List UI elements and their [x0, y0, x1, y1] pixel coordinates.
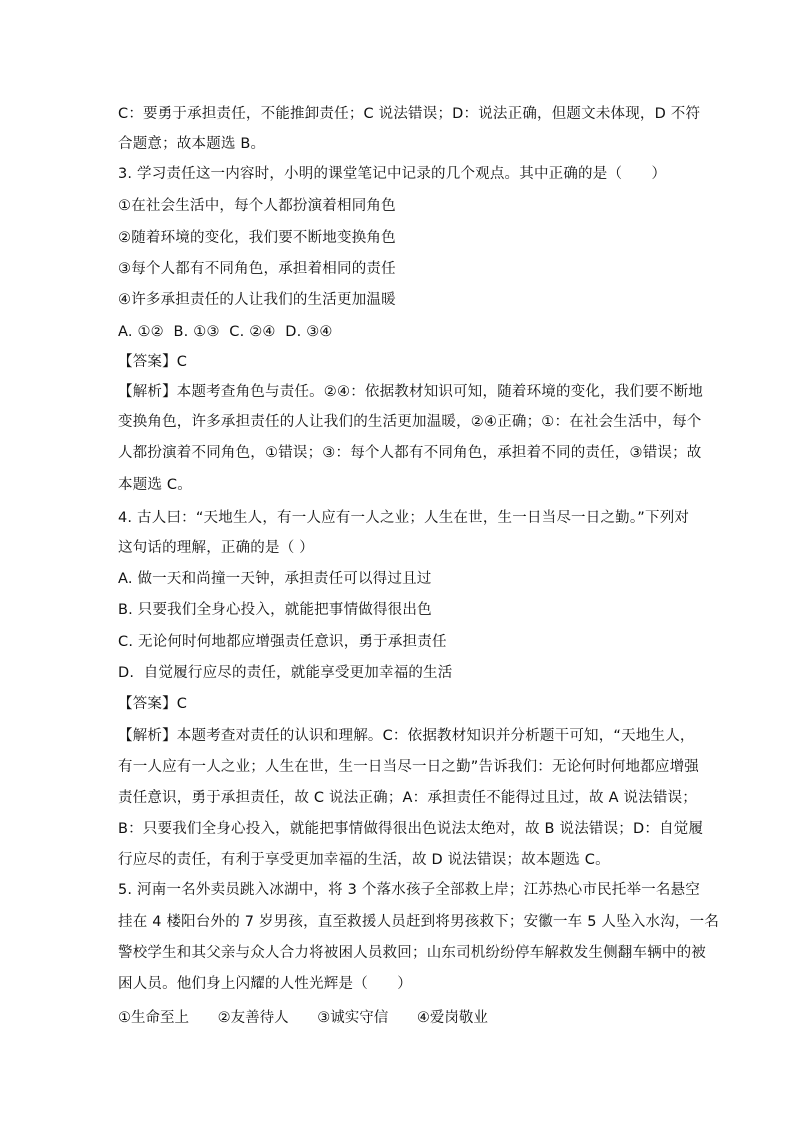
- question-5-option: ③诚实守信: [317, 1010, 389, 1026]
- question-4-stem: 4. 古人曰：“天地生人，有一人应有一人之业；人生在世，生一日当尽一日之勤。”下列对: [118, 510, 690, 526]
- analysis-text: 行应尽的责任，有利于享受更加幸福的生活，故 D 说法错误；故本题选 C。: [118, 852, 610, 868]
- question-3-statement: ②随着环境的变化，我们要不断地变换角色: [118, 230, 396, 246]
- text-line: C：要勇于承担责任，不能推卸责任；C 说法错误；D：说法正确，但题文未体现，D 不符: [118, 106, 701, 122]
- text-line: 合题意；故本题选 B。: [118, 136, 266, 152]
- question-4-stem: 这句话的理解，正确的是（ ）: [118, 540, 314, 556]
- analysis-text: 变换角色，许多承担责任的人让我们的生活更加温暖，②④正确；①：在社会生活中，每个: [118, 414, 702, 430]
- analysis-text: 有一人应有一人之业；人生在世，生一日当尽一日之勤”告诉我们：无论何时何地都应增强: [118, 759, 700, 775]
- question-5-stem: 困人员。他们身上闪耀的人性光辉是（ ）: [118, 976, 412, 992]
- analysis-text: 本题选 C。: [118, 477, 192, 493]
- question-3-statement: ④许多承担责任的人让我们的生活更加温暖: [118, 292, 396, 308]
- analysis-text: 人都扮演着不同角色，①错误；③：每个人都有不同角色，承担着不同的责任，③错误；故: [118, 445, 702, 461]
- question-3-options: A. ①② B. ①③ C. ②④ D. ③④: [118, 324, 333, 340]
- question-4-option-c: C. 无论何时何地都应增强责任意识，勇于承担责任: [118, 634, 447, 650]
- answer-label: 【答案】C: [118, 354, 188, 370]
- analysis-text: B：只要我们全身心投入，就能把事情做得很出色说法太绝对，故 B 说法错误；D：自觉履: [118, 821, 704, 837]
- question-4-option-b: B. 只要我们全身心投入，就能把事情做得很出色: [118, 602, 432, 618]
- question-5-option: ②友善待人: [217, 1010, 289, 1026]
- analysis-text: 【解析】本题考查角色与责任。②④：依据教材知识可知，随着环境的变化，我们要不断地: [118, 384, 703, 400]
- question-5-option: ④爱岗敬业: [416, 1010, 488, 1026]
- question-3-statement: ③每个人都有不同角色，承担着相同的责任: [118, 261, 396, 277]
- analysis-text: 【解析】本题考查对责任的认识和理解。C：依据教材知识并分析题干可知，“天地生人，: [118, 728, 695, 744]
- question-5-options: [118, 1008, 688, 1028]
- question-3-statement: ①在社会生活中，每个人都扮演着相同角色: [118, 198, 396, 214]
- question-5-option: ①生命至上: [118, 1010, 189, 1026]
- question-4-option-d: D. 自觉履行应尽的责任，就能享受更加幸福的生活: [118, 665, 453, 681]
- question-5-stem: 挂在 4 楼阳台外的 7 岁男孩，直至救援人员赶到将男孩救下；安徽一车 5 人坠入水沟，一名: [118, 914, 720, 930]
- question-4-option-a: A. 做一天和尚撞一天钟，承担责任可以得过且过: [118, 571, 432, 587]
- answer-label: 【答案】C: [118, 696, 188, 712]
- analysis-text: 责任意识，勇于承担责任，故 C 说法正确；A：承担责任不能得过且过，故 A 说法错误；: [118, 790, 697, 806]
- question-3-stem: 3. 学习责任这一内容时，小明的课堂笔记中记录的几个观点。其中正确的是（ ）: [118, 166, 667, 182]
- question-5-stem: 5. 河南一名外卖员跳入冰湖中，将 3 个落水孩子全部救上岸；江苏热心市民托举一名悬空: [118, 882, 700, 898]
- question-5-stem: 警校学生和其父亲与众人合力将被困人员救回；山东司机纷纷停车解救发生侧翻车辆中的被: [118, 945, 706, 961]
